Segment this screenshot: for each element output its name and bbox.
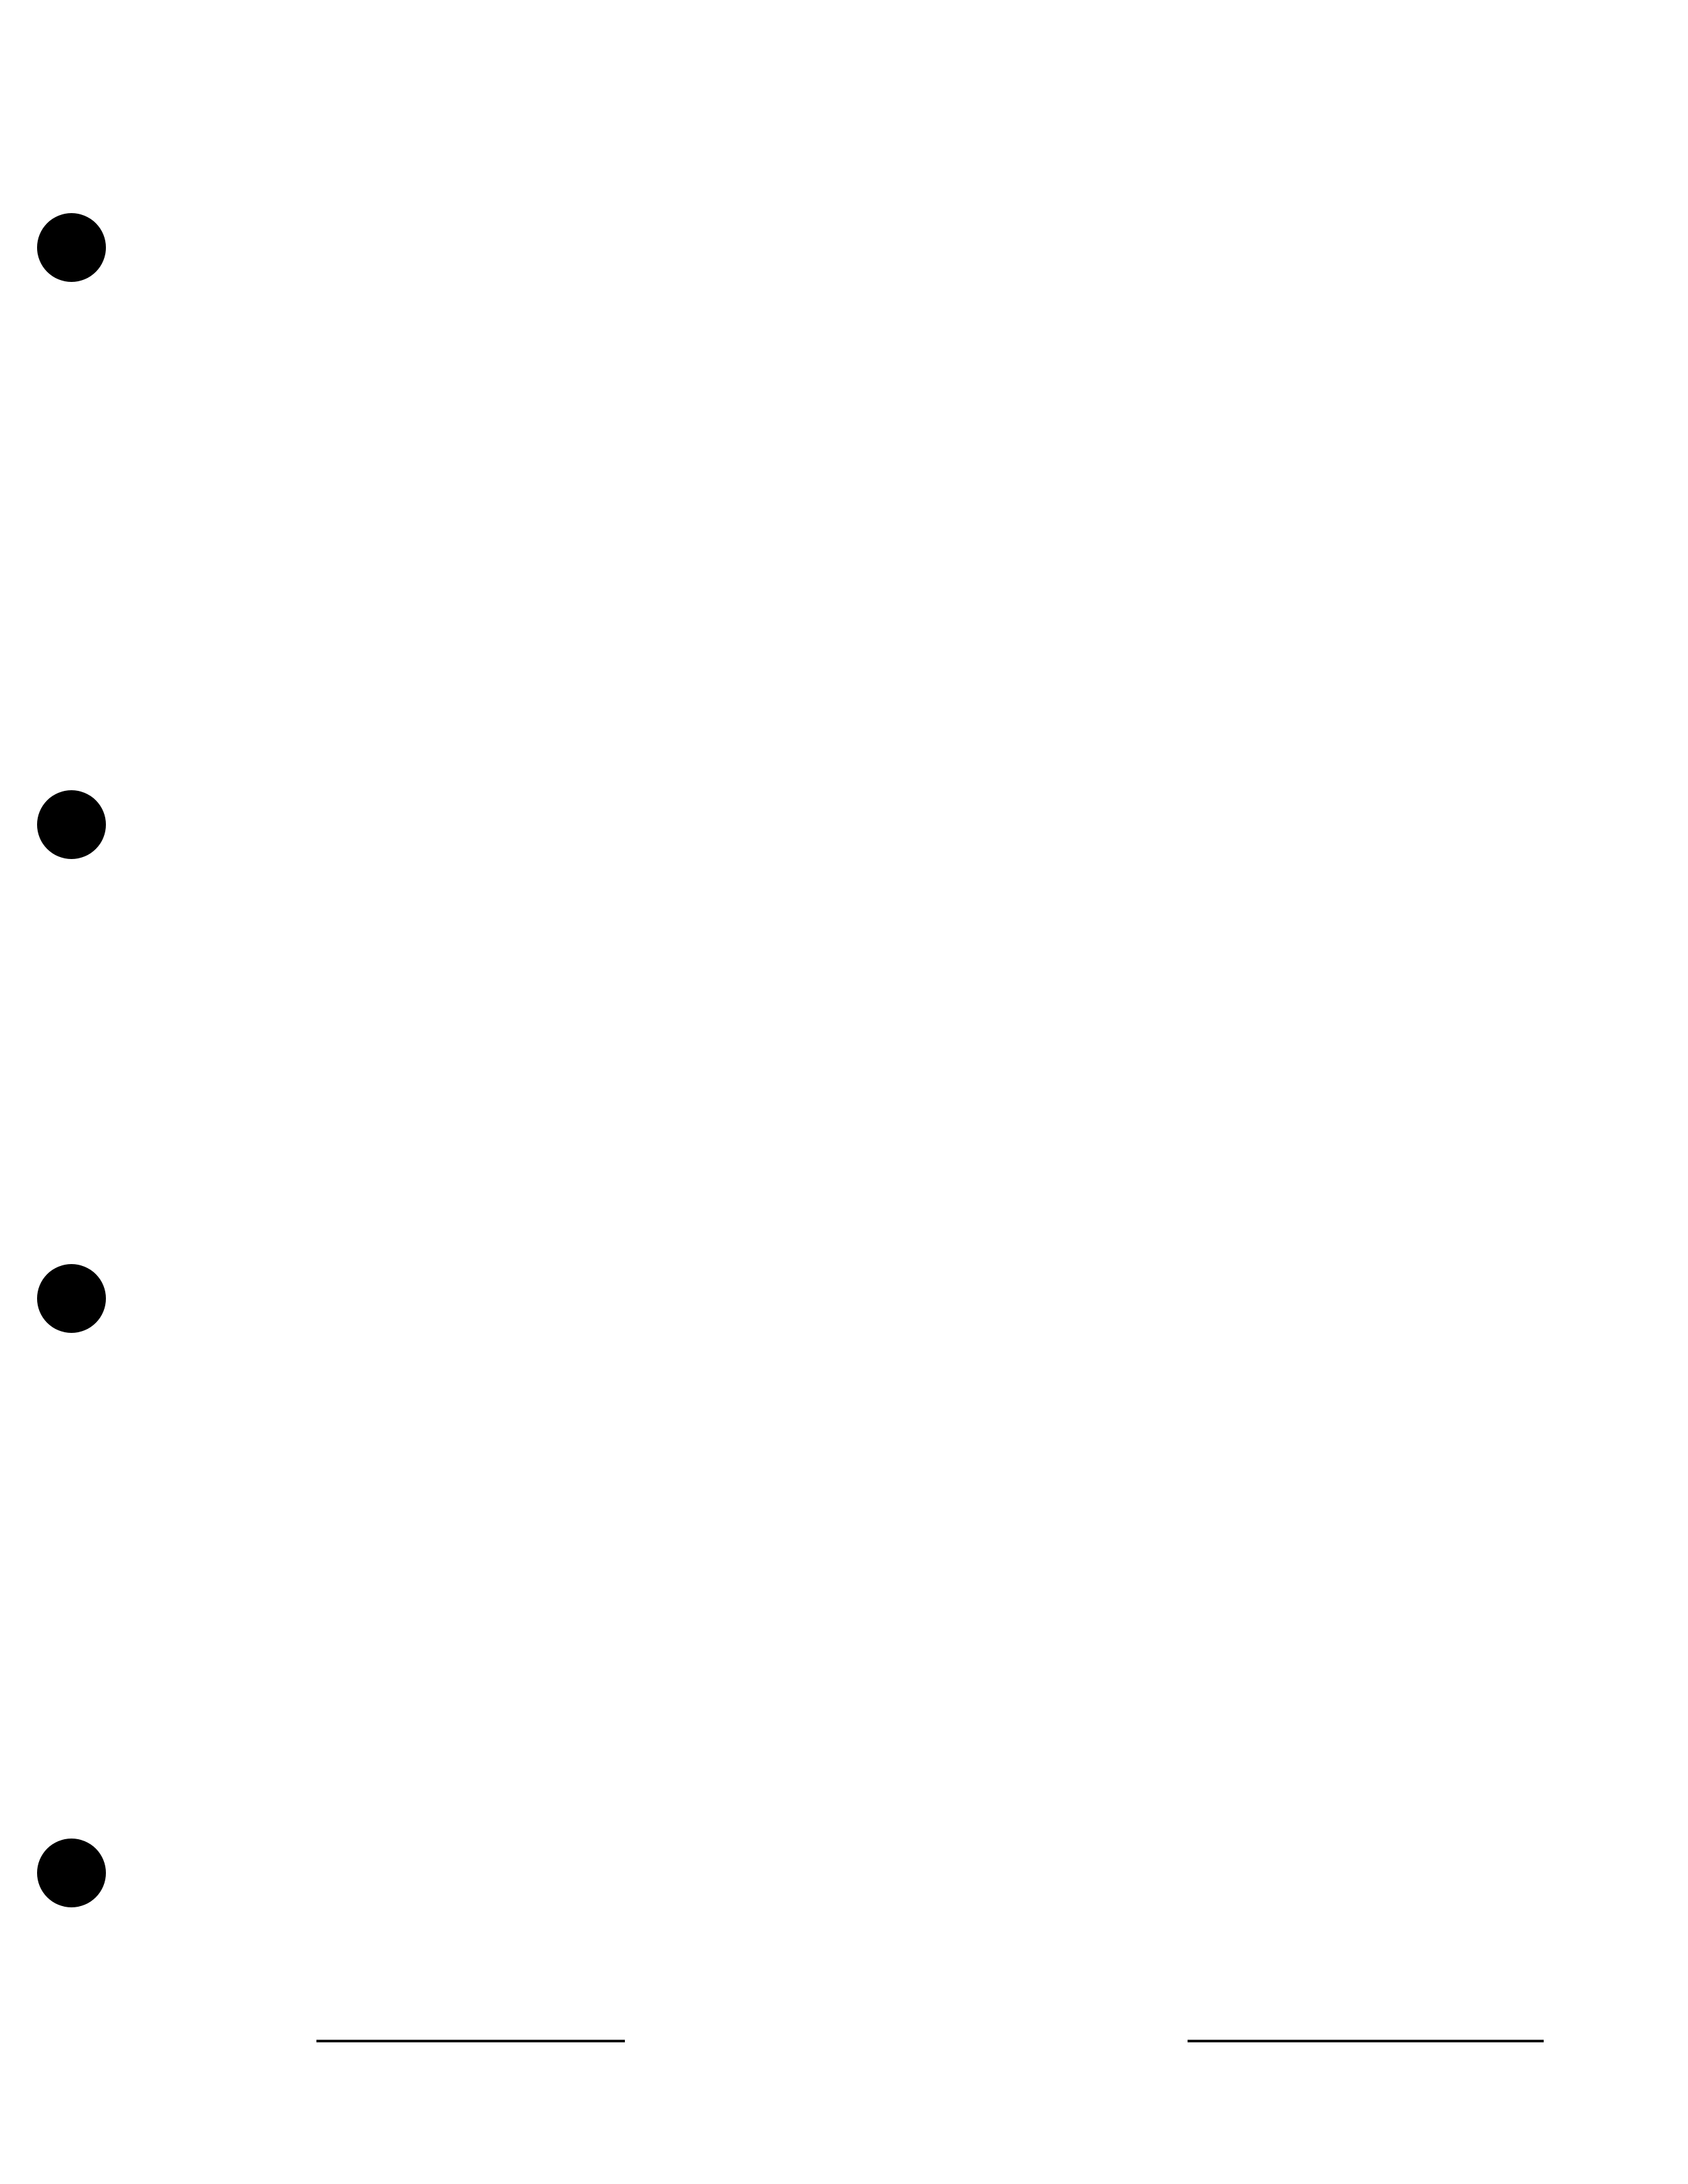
binder-hole-1 xyxy=(37,213,106,282)
binder-hole-2 xyxy=(37,790,106,859)
binder-hole-3 xyxy=(37,1264,106,1333)
binder-hole-4 xyxy=(37,1839,106,1907)
